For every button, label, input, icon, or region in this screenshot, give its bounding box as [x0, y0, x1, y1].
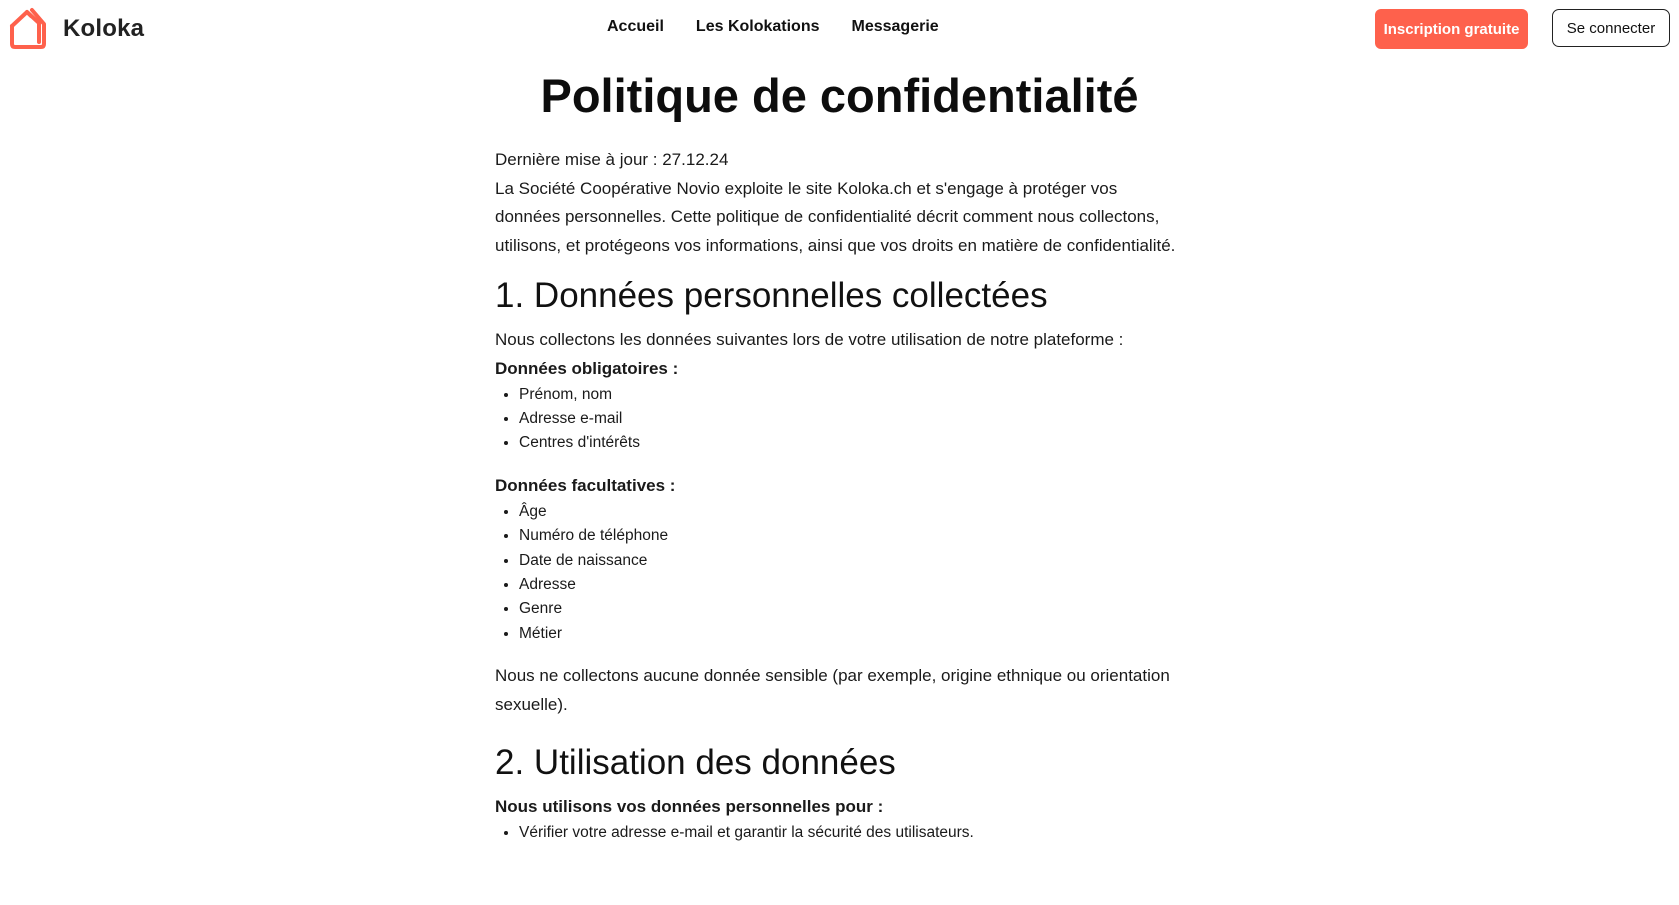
nav-les-kolokations[interactable]: Les Kolokations — [695, 18, 820, 35]
list-item: • Âge — [519, 500, 1185, 524]
brand-name: Koloka — [63, 15, 145, 42]
logo[interactable] — [5, 6, 144, 52]
section-heading-collected-data: 1. Données personnelles collectées — [495, 276, 1048, 315]
list-item: • Centres d'intérêts — [519, 431, 1185, 455]
nav-accueil[interactable]: Accueil — [607, 18, 664, 35]
optional-data-label: Données facultatives : — [495, 475, 676, 495]
main-nav — [607, 18, 939, 36]
house-icon — [5, 6, 51, 52]
list-item: • Métier — [519, 622, 1185, 646]
login-button[interactable]: Se connecter — [1552, 9, 1670, 47]
usage-lead: Nous utilisons vos données personnelles pour : — [495, 797, 884, 817]
policy-content — [495, 146, 1185, 846]
mandatory-data-label: Données obligatoires : — [495, 358, 679, 378]
list-item: • Genre — [519, 597, 1185, 621]
last-updated: Dernière mise à jour : 27.12.24 — [495, 150, 729, 169]
optional-data-list — [495, 500, 1185, 646]
usage-list — [495, 821, 1185, 845]
page-title: Politique de confidentialité — [540, 69, 1139, 122]
list-item: • Date de naissance — [519, 549, 1185, 573]
list-item: • Adresse e-mail — [519, 407, 1185, 431]
list-item: • Prénom, nom — [519, 383, 1185, 407]
list-item: • Numéro de téléphone — [519, 524, 1185, 548]
mandatory-data-list — [495, 383, 1185, 456]
site-header — [0, 0, 1679, 58]
signup-button[interactable]: Inscription gratuite — [1375, 9, 1528, 49]
intro-paragraph: La Société Coopérative Novio exploite le site Koloka.ch et s'engage à protéger vos données personnelles. Cette politique de confidentialité décrit comment nous collectons, utilisons, et protégeons vos informations, ainsi que vos droits en matière de confidentialité. — [495, 178, 1176, 255]
sensitive-data-note: Nous ne collectons aucune donnée sensible (par exemple, origine ethnique ou orientation sexuelle). — [495, 666, 1170, 714]
nav-messagerie[interactable]: Messagerie — [851, 18, 939, 35]
list-item: • Vérifier votre adresse e-mail et garantir la sécurité des utilisateurs. — [519, 821, 1185, 845]
list-item: • Adresse — [519, 573, 1185, 597]
section-heading-data-usage: 2. Utilisation des données — [495, 743, 896, 783]
section1-intro: Nous collectons les données suivantes lors de votre utilisation de notre plateforme : — [495, 330, 1124, 349]
